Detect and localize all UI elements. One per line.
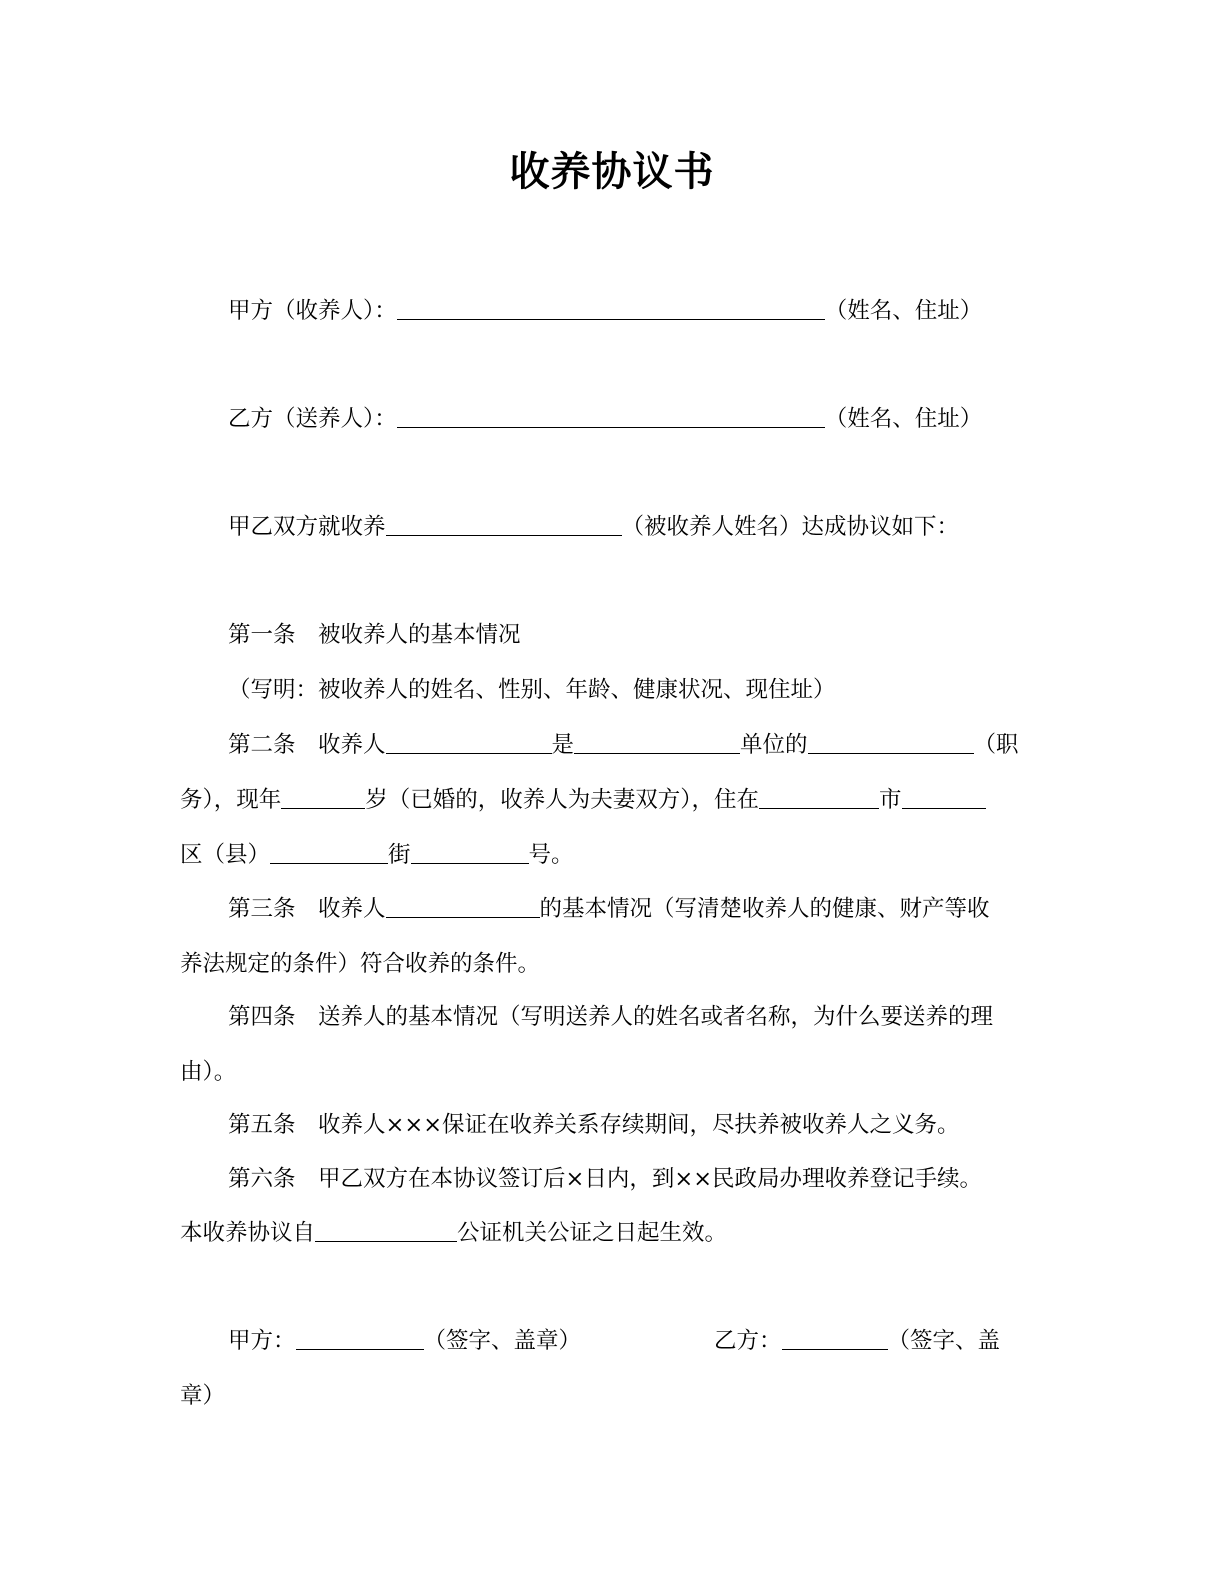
street-blank[interactable] — [411, 841, 529, 864]
article-3-text: 第三条 收养人 — [228, 896, 386, 922]
article-2-text: 区（县） — [180, 842, 271, 868]
article-4-line-2: 由）。 — [180, 1059, 237, 1085]
party-b-label: 乙方（送养人）： — [228, 406, 397, 432]
article-2-text: 街 — [388, 842, 411, 868]
document-title: 收养协议书 — [509, 149, 715, 195]
article-2-text: 单位的 — [740, 732, 808, 758]
article-5: 第五条 收养人×××保证在收养关系存续期间，尽扶养被收养人之义务。 — [228, 1112, 960, 1138]
party-a-sign-hint: （签字、盖章） — [423, 1328, 582, 1354]
signature-line — [228, 1324, 1040, 1358]
article-2-line-2 — [180, 783, 1040, 817]
article-2-text: 岁（已婚的，收养人为夫妻双方），住在 — [365, 787, 760, 813]
article-2-text: 市 — [879, 787, 902, 813]
effective-text: 本收养协议自 — [180, 1220, 316, 1246]
party-a-label: 甲方（收养人）： — [228, 298, 397, 324]
party-a-blank[interactable] — [397, 297, 825, 320]
article-2-text: （职 — [973, 732, 1019, 758]
party-b-sign-hint: （签字、盖 — [887, 1328, 1001, 1354]
adoptee-name-blank[interactable] — [386, 513, 622, 536]
article-6: 第六条 甲乙双方在本协议签订后×日内，到××民政局办理收养登记手续。 — [228, 1166, 983, 1192]
article-4-line-1: 第四条 送养人的基本情况（写明送养人的姓名或者名称，为什么要送养的理 — [228, 1004, 994, 1030]
city-blank[interactable] — [759, 786, 879, 809]
party-b-line — [228, 402, 1040, 436]
effective-clause — [180, 1216, 1040, 1250]
county-blank[interactable] — [270, 841, 388, 864]
article-2-text: 务），现年 — [180, 787, 282, 813]
intro-after: （被收养人姓名）达成协议如下： — [621, 514, 960, 540]
intro-line — [228, 510, 1040, 544]
article-3-text: 的基本情况（写清楚收养人的健康、财产等收 — [539, 896, 990, 922]
article-3-line-1 — [228, 892, 1040, 926]
party-a-line — [228, 294, 1040, 328]
position-blank[interactable] — [808, 731, 974, 754]
article-2-text: 第二条 收养人 — [228, 732, 386, 758]
party-a-hint: （姓名、住址） — [824, 298, 983, 324]
article-2-text: 是 — [551, 732, 575, 758]
party-b-hint: （姓名、住址） — [824, 406, 983, 432]
party-a-sign-label: 甲方： — [228, 1328, 296, 1354]
adopter-name-blank[interactable] — [386, 731, 552, 754]
intro-before: 甲乙双方就收养 — [228, 514, 386, 540]
party-a-signature-blank[interactable] — [296, 1327, 424, 1350]
party-b-blank[interactable] — [397, 405, 825, 428]
notary-blank[interactable] — [315, 1219, 457, 1242]
adopter-blank[interactable] — [386, 895, 540, 918]
article-2-line-3 — [180, 838, 1040, 872]
party-b-signature-blank[interactable] — [782, 1327, 888, 1350]
party-b-signature — [714, 1324, 1000, 1358]
district-blank[interactable] — [902, 786, 986, 809]
article-1-note: （写明：被收养人的姓名、性别、年龄、健康状况、现住址） — [228, 677, 836, 703]
effective-text: 公证机关公证之日起生效。 — [457, 1220, 728, 1246]
age-blank[interactable] — [281, 786, 365, 809]
article-2-text: 号。 — [528, 842, 574, 868]
party-b-sign-label: 乙方： — [714, 1328, 782, 1354]
signature-line-cont: 章） — [180, 1383, 226, 1409]
article-3-line-2: 养法规定的条件）符合收养的条件。 — [180, 951, 541, 977]
employer-blank[interactable] — [574, 731, 740, 754]
article-1-title: 第一条 被收养人的基本情况 — [228, 622, 521, 648]
article-2-line-1 — [228, 728, 1040, 762]
